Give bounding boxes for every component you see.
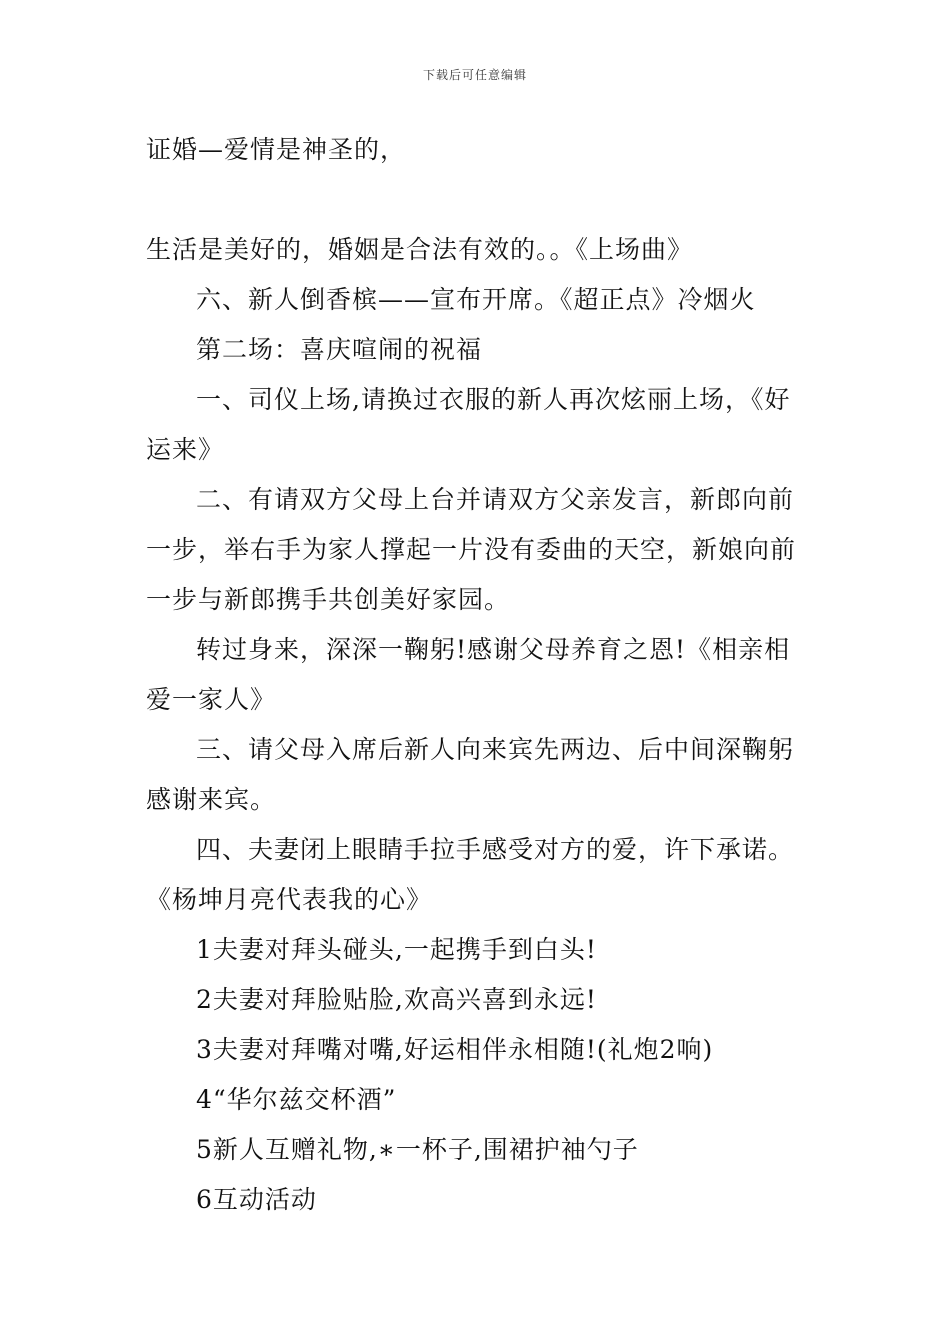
sub-item-2: 2夫妻对拜脸贴脸,欢高兴喜到永远! [196, 985, 597, 1014]
item-3: 三、请父母入席后新人向来宾先两边、后中间深鞠躬感谢来宾。 [146, 735, 795, 814]
line-3: 六、新人倒香槟——宣布开席。《超正点》冷烟火 [196, 285, 756, 314]
item-4: 四、夫妻闭上眼睛手拉手感受对方的爱，许下承诺。《杨坤月亮代表我的心》 [146, 835, 795, 914]
item-2: 二、有请双方父母上台并请双方父亲发言，新郎向前一步，举右手为家人撑起一片没有委曲的天空，新娘向前一步与新郎携手共创美好家园。 [146, 485, 797, 614]
line-block-1 [146, 125, 811, 175]
header-note: 下载后可任意编辑 [422, 68, 527, 82]
section-heading-2: 第二场：喜庆喧闹的祝福 [196, 335, 483, 364]
sub-item-4: 4“华尔兹交杯酒” [196, 1085, 397, 1114]
line-2: 生活是美好的，婚姻是合法有效的。。《上场曲》 [146, 235, 694, 264]
line-1: 证婚—爱情是神圣的， [146, 135, 407, 164]
sub-item-6: 6互动活动 [196, 1185, 317, 1214]
sub-item-1: 1夫妻对拜头碰头,一起携手到白头! [196, 935, 597, 964]
sub-item-3: 3夫妻对拜嘴对嘴,好运相伴永相随!(礼炮2响) [196, 1035, 714, 1064]
sub-item-5: 5新人互赠礼物,∗一杯子,围裙护袖勺子 [196, 1135, 639, 1164]
item-2-continued: 转过身来，深深一鞠躬!感谢父母养育之恩!《相亲相爱一家人》 [146, 635, 791, 714]
item-1: 一、司仪上场,请换过衣服的新人再次炫丽上场，《好运来》 [146, 385, 791, 464]
main-text [146, 225, 811, 1225]
